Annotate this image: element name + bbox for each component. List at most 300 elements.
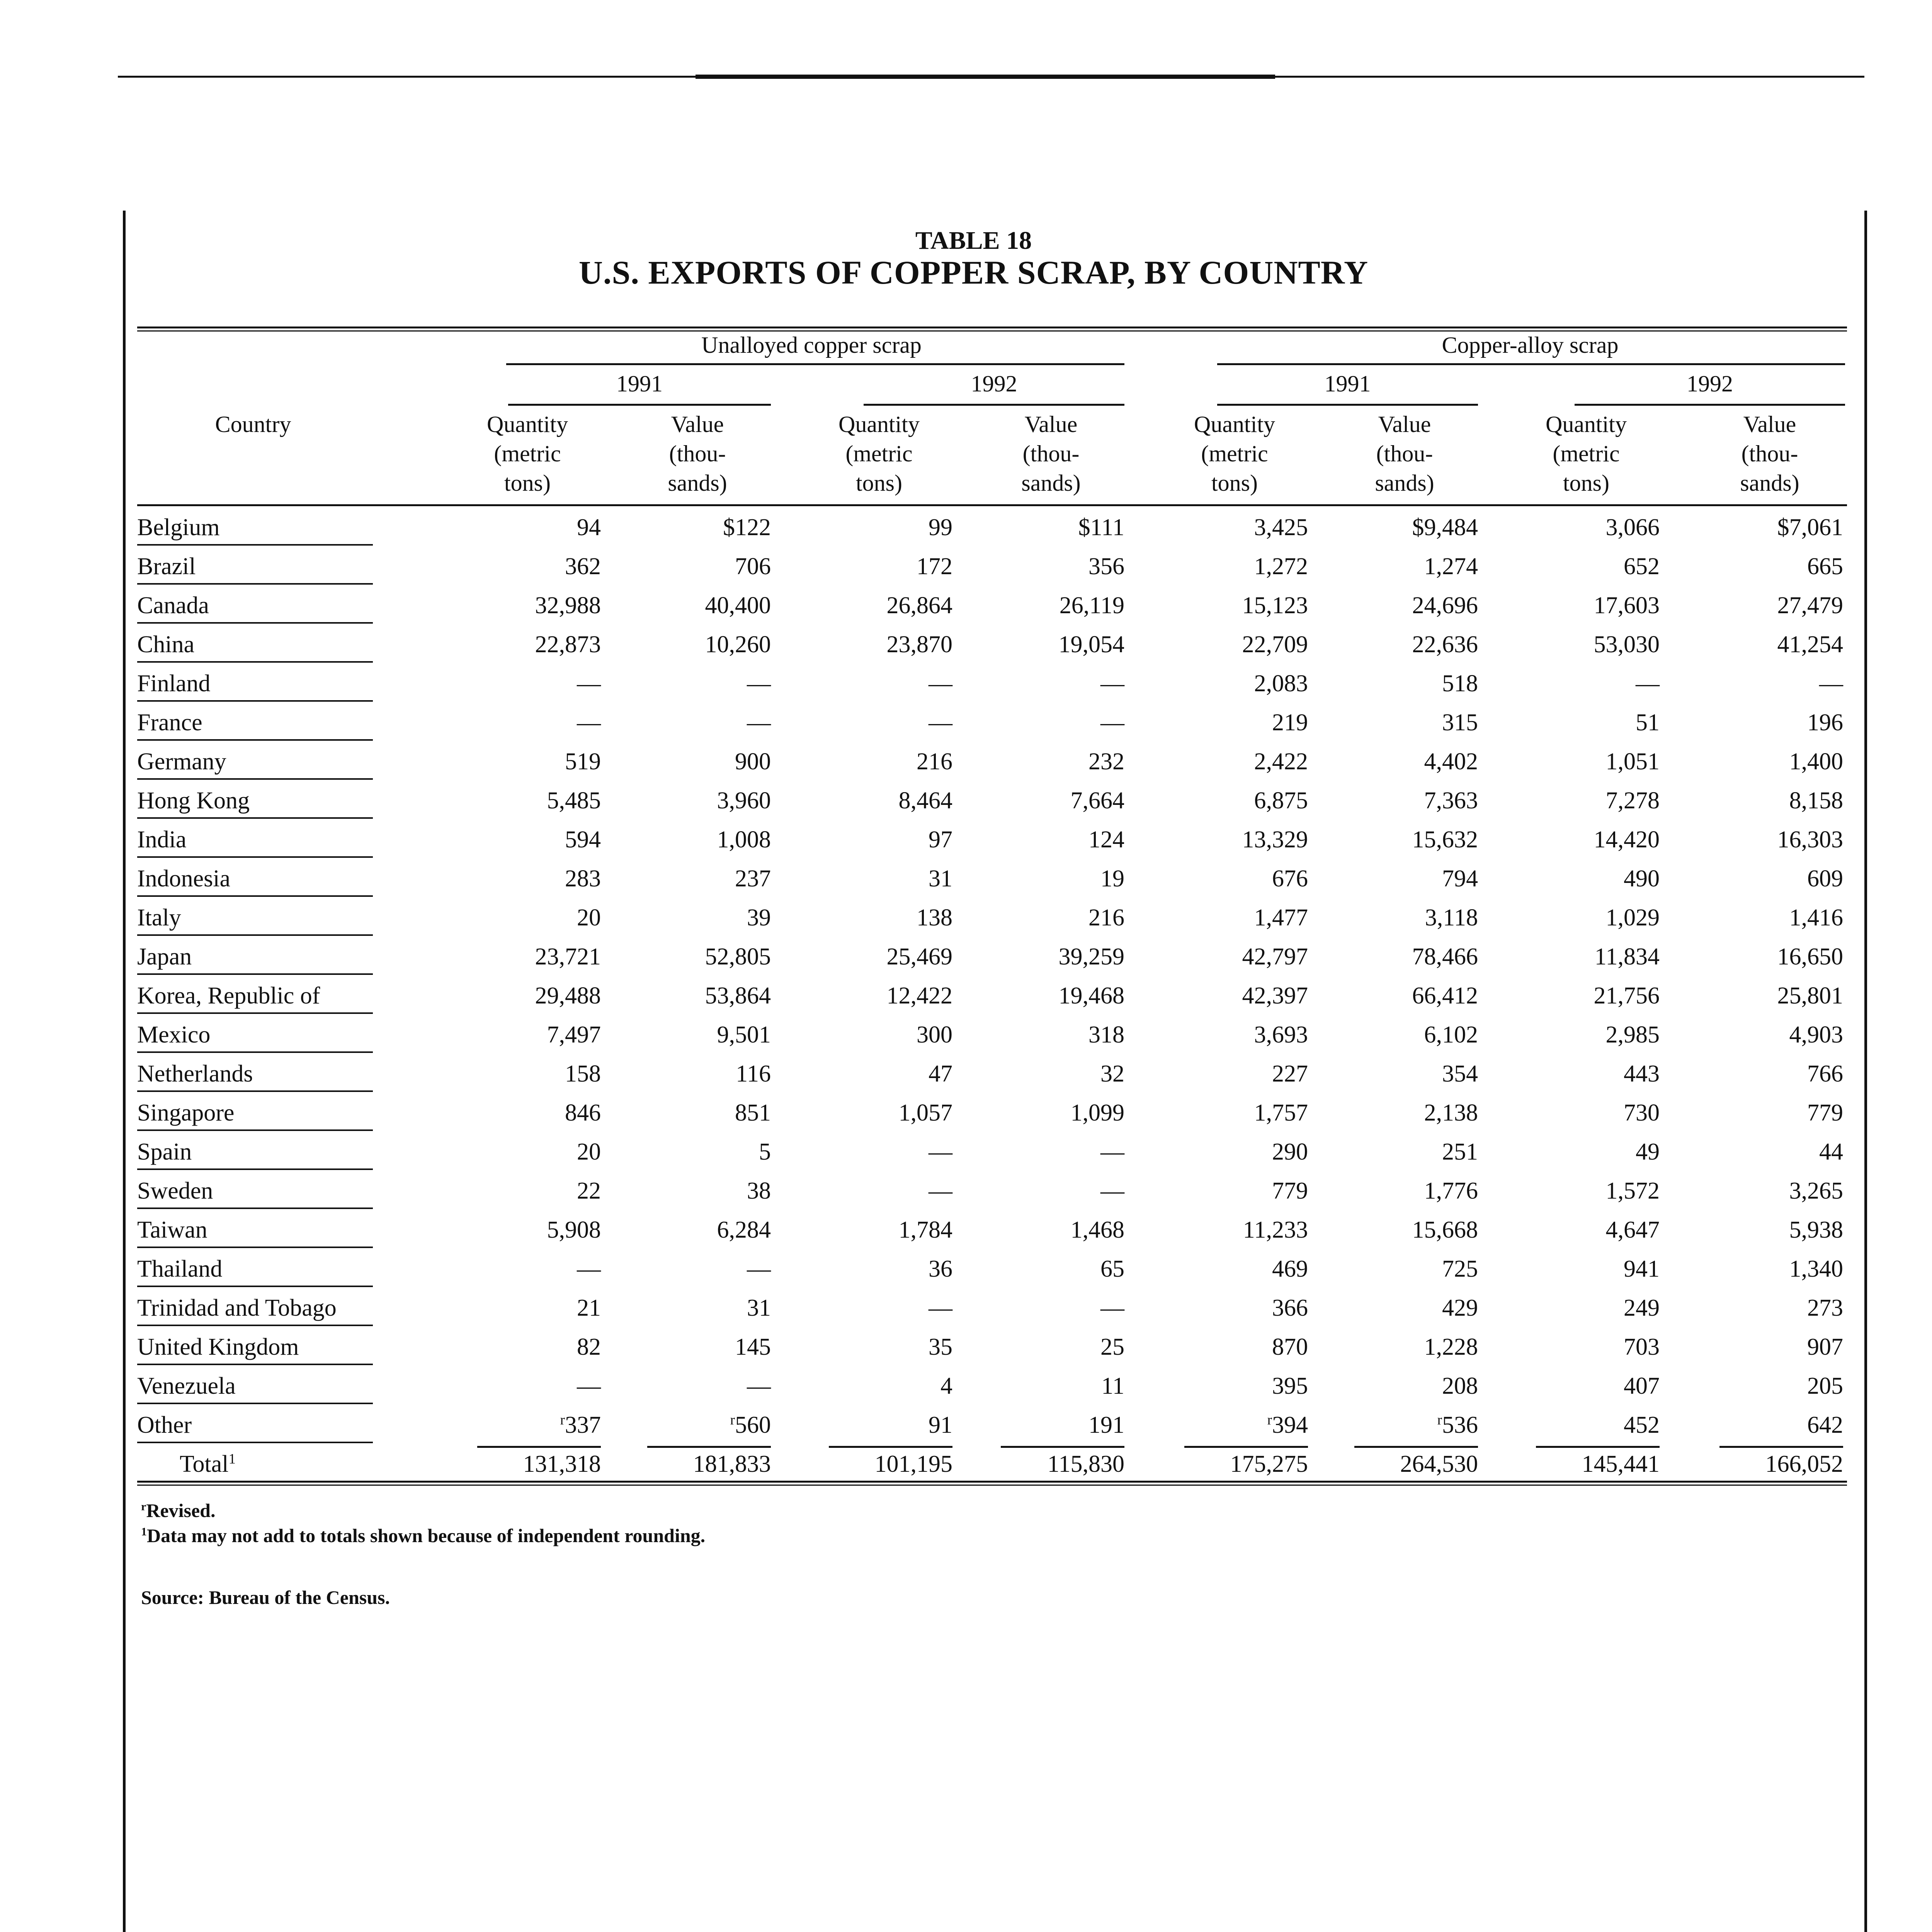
year-rule-3: [1217, 404, 1478, 406]
table-cell: 216: [1088, 905, 1124, 931]
row-underline: [137, 700, 373, 702]
total-label: Total$^1$: [180, 1451, 236, 1477]
table-cell: 5,938: [1789, 1217, 1843, 1243]
row-underline: [137, 1168, 373, 1170]
group-header-alloy: Copper-alloy scrap: [1442, 332, 1619, 358]
table-cell: 900: [735, 748, 771, 775]
total-cell: 175,275: [1230, 1451, 1308, 1477]
table-cell: $7,061: [1777, 514, 1843, 541]
table-cell: 41,254: [1777, 631, 1843, 658]
country-name: Mexico: [137, 1022, 211, 1048]
table-cell: 1,776: [1424, 1178, 1478, 1204]
year-header-1: 1991: [616, 371, 663, 396]
table-cell: $^r$536: [1437, 1412, 1478, 1438]
table-cell: 362: [565, 553, 601, 580]
total-cell: 264,530: [1400, 1451, 1478, 1477]
table-cell: 8,464: [898, 787, 952, 814]
country-name: Netherlands: [137, 1061, 253, 1087]
table-cell: 870: [1272, 1334, 1308, 1360]
table-cell: 5,485: [547, 787, 601, 814]
table-cell: 219: [1272, 709, 1308, 736]
column-header-line: Value: [671, 412, 724, 437]
table-cell: 172: [917, 553, 952, 580]
footnote-rounding: $^1$Data may not add to totals shown because of independent rounding.: [141, 1525, 706, 1546]
country-name: Thailand: [137, 1256, 223, 1282]
row-underline: [137, 1325, 373, 1326]
table-cell: 609: [1807, 866, 1843, 892]
table-cell: $^r$337: [560, 1412, 601, 1438]
table-cell: —: [929, 709, 952, 736]
group-header-unalloyed: Unalloyed copper scrap: [701, 332, 922, 358]
table-cell: 594: [565, 827, 601, 853]
table-cell: 11,233: [1243, 1217, 1308, 1243]
column-header-line: (metric: [1201, 441, 1268, 466]
table-cell: $^r$394: [1267, 1412, 1308, 1438]
table-cell: —: [929, 1139, 952, 1165]
table-cell: 16,303: [1777, 827, 1843, 853]
table-cell: 2,138: [1424, 1100, 1478, 1126]
year-header-4: 1992: [1687, 371, 1733, 396]
column-header-line: (metric: [494, 441, 561, 466]
row-underline: [137, 583, 373, 585]
column-header-line: Quantity: [1194, 412, 1275, 437]
table-cell: 31: [747, 1295, 771, 1321]
table-cell: 642: [1807, 1412, 1843, 1438]
table-cell: 3,066: [1605, 514, 1660, 541]
table-cell: 158: [565, 1061, 601, 1087]
table-cell: 191: [1088, 1412, 1124, 1438]
table-cell: 725: [1442, 1256, 1478, 1282]
table-cell: 25: [1100, 1334, 1124, 1360]
table-cell: $9,484: [1412, 514, 1478, 541]
table-cell: 1,477: [1254, 905, 1308, 931]
table-cell: 730: [1624, 1100, 1660, 1126]
year-header-3: 1991: [1324, 371, 1371, 396]
table-cell: 21,756: [1594, 983, 1660, 1009]
table-cell: 20: [577, 905, 601, 931]
country-name: Trinidad and Tobago: [137, 1295, 337, 1321]
table-top-rule: [137, 327, 1847, 328]
table-cell: 82: [577, 1334, 601, 1360]
country-name: Hong Kong: [137, 787, 250, 814]
country-name: France: [137, 709, 202, 736]
table-cell: 318: [1088, 1022, 1124, 1048]
country-name: Spain: [137, 1139, 192, 1165]
row-underline: [137, 1247, 373, 1248]
header-bottom-rule: [137, 504, 1847, 506]
table-cell: 22,873: [535, 631, 601, 658]
table-cell: —: [929, 670, 952, 697]
table-cell: —: [1100, 1295, 1124, 1321]
row-underline: [137, 895, 373, 897]
country-name: Brazil: [137, 553, 196, 580]
top-rule-thick: [696, 75, 1275, 79]
table-cell: 429: [1442, 1295, 1478, 1321]
source-note: Source: Bureau of the Census.: [141, 1587, 390, 1608]
row-underline: [137, 661, 373, 663]
table-cell: 22,709: [1242, 631, 1308, 658]
table-cell: 490: [1624, 866, 1660, 892]
table-cell: 53,030: [1594, 631, 1660, 658]
row-underline: [137, 739, 373, 741]
country-header: Country: [215, 412, 291, 437]
row-underline: [137, 1090, 373, 1092]
table-cell: 395: [1272, 1373, 1308, 1399]
right-margin-line: [1864, 211, 1867, 1932]
table-cell: 300: [917, 1022, 952, 1048]
column-header-line: Quantity: [487, 412, 568, 437]
table-cell: 53,864: [705, 983, 771, 1009]
table-cell: 1,272: [1254, 553, 1308, 580]
table-cell: 13,329: [1242, 827, 1308, 853]
table-bottom-rule: [137, 1481, 1847, 1483]
table-cell: —: [747, 1373, 771, 1399]
total-rule: [1001, 1446, 1124, 1448]
table-cell: 91: [929, 1412, 952, 1438]
table-cell: 518: [1442, 670, 1478, 697]
country-name: Korea, Republic of: [137, 983, 320, 1009]
table-cell: 779: [1272, 1178, 1308, 1204]
table-cell: 3,118: [1425, 905, 1478, 931]
row-underline: [137, 1286, 373, 1287]
row-underline: [137, 1012, 373, 1014]
table-cell: 1,029: [1605, 905, 1660, 931]
table-cell: —: [1636, 670, 1660, 697]
column-header-line: (thou-: [669, 441, 726, 466]
country-name: Other: [137, 1412, 192, 1438]
table-cell: 26,864: [886, 592, 952, 619]
row-underline: [137, 973, 373, 975]
table-cell: 22: [577, 1178, 601, 1204]
table-cell: 4: [940, 1373, 952, 1399]
column-header-line: sands): [1375, 470, 1434, 496]
total-rule: [477, 1446, 601, 1448]
table-cell: 6,875: [1254, 787, 1308, 814]
table-cell: 4,402: [1424, 748, 1478, 775]
table-cell: 4,647: [1605, 1217, 1660, 1243]
table-cell: 25,469: [886, 944, 952, 970]
row-underline: [137, 778, 373, 780]
table-cell: 706: [735, 553, 771, 580]
total-cell: 145,441: [1582, 1451, 1660, 1477]
total-rule: [647, 1446, 771, 1448]
table-title: U.S. EXPORTS OF COPPER SCRAP, BY COUNTRY: [578, 254, 1369, 291]
column-header-1: [454, 410, 601, 498]
row-underline: [137, 1442, 373, 1443]
country-name: Belgium: [137, 514, 220, 541]
table-cell: 237: [735, 866, 771, 892]
table-cell: —: [747, 709, 771, 736]
column-header-2: [624, 410, 771, 498]
column-header-line: sands): [668, 470, 727, 496]
table-cell: 32,988: [535, 592, 601, 619]
table-cell: 35: [929, 1334, 952, 1360]
table-cell: 1,099: [1070, 1100, 1124, 1126]
column-header-3: [806, 410, 952, 498]
table-cell: 354: [1442, 1061, 1478, 1087]
table-cell: 227: [1272, 1061, 1308, 1087]
row-underline: [137, 1364, 373, 1365]
table-cell: 766: [1807, 1061, 1843, 1087]
table-cell: 6,284: [717, 1217, 771, 1243]
total-rule: [1354, 1446, 1478, 1448]
table-cell: 15,632: [1412, 827, 1478, 853]
table-cell: 452: [1624, 1412, 1660, 1438]
country-name: United Kingdom: [137, 1334, 299, 1360]
table-cell: 1,228: [1424, 1334, 1478, 1360]
table-cell: 941: [1624, 1256, 1660, 1282]
table-cell: 1,400: [1789, 748, 1843, 775]
table-cell: 208: [1442, 1373, 1478, 1399]
table-cell: 205: [1807, 1373, 1843, 1399]
table-cell: 23,870: [886, 631, 952, 658]
country-name: Germany: [137, 748, 226, 775]
table-cell: 47: [929, 1061, 952, 1087]
table-cell: 2,083: [1254, 670, 1308, 697]
table-cell: 6,102: [1424, 1022, 1478, 1048]
table-cell: 196: [1807, 709, 1843, 736]
table-cell: 315: [1442, 709, 1478, 736]
table-cell: 27,479: [1777, 592, 1843, 619]
table-cell: 21: [577, 1295, 601, 1321]
table-cell: —: [929, 1295, 952, 1321]
table-cell: 779: [1807, 1100, 1843, 1126]
table-cell: 469: [1272, 1256, 1308, 1282]
table-cell: 665: [1807, 553, 1843, 580]
table-cell: —: [1100, 709, 1124, 736]
table-cell: 145: [735, 1334, 771, 1360]
table-label: TABLE 18: [915, 226, 1032, 255]
row-underline: [137, 1051, 373, 1053]
table-cell: 36: [929, 1256, 952, 1282]
left-margin-line: [123, 211, 126, 1932]
column-header-line: tons): [856, 470, 902, 496]
table-cell: 3,265: [1789, 1178, 1843, 1204]
table-cell: 42,397: [1242, 983, 1308, 1009]
table-cell: 11,834: [1594, 944, 1660, 970]
table-cell: —: [1100, 670, 1124, 697]
table-cell: 52,805: [705, 944, 771, 970]
table-cell: 32: [1100, 1061, 1124, 1087]
total-rule: [829, 1446, 952, 1448]
table-cell: 124: [1088, 827, 1124, 853]
column-header-line: Quantity: [838, 412, 920, 437]
country-name: Italy: [137, 905, 181, 931]
table-cell: 39,259: [1058, 944, 1124, 970]
total-cell: 131,318: [523, 1451, 601, 1477]
table-cell: 15,668: [1412, 1217, 1478, 1243]
country-name: Japan: [137, 944, 192, 970]
table-cell: 7,664: [1070, 787, 1124, 814]
table-cell: 1,340: [1789, 1256, 1843, 1282]
table-cell: 5: [759, 1139, 771, 1165]
table-cell: 51: [1636, 709, 1660, 736]
country-name: Venezuela: [137, 1373, 236, 1399]
table-cell: —: [577, 670, 601, 697]
table-cell: 1,784: [898, 1217, 952, 1243]
table-cell: 1,008: [717, 827, 771, 853]
table-cell: —: [1100, 1178, 1124, 1204]
table-cell: 22,636: [1412, 631, 1478, 658]
country-name: Taiwan: [137, 1217, 207, 1243]
table-cell: 249: [1624, 1295, 1660, 1321]
table-cell: 290: [1272, 1139, 1308, 1165]
table-cell: 851: [735, 1100, 771, 1126]
table-cell: 116: [736, 1061, 771, 1087]
total-rule: [1184, 1446, 1308, 1448]
table-cell: 2,422: [1254, 748, 1308, 775]
table-cell: 19,468: [1058, 983, 1124, 1009]
country-name: Finland: [137, 670, 211, 697]
column-header-line: Value: [1378, 412, 1431, 437]
table-cell: 794: [1442, 866, 1478, 892]
table-cell: 652: [1624, 553, 1660, 580]
table-cell: 11: [1101, 1373, 1124, 1399]
table-cell: 3,960: [717, 787, 771, 814]
column-header-line: (metric: [845, 441, 913, 466]
table-cell: 94: [577, 514, 601, 541]
table-cell: 78,466: [1412, 944, 1478, 970]
table-cell: 38: [747, 1178, 771, 1204]
row-underline: [137, 817, 373, 819]
table-cell: —: [1100, 1139, 1124, 1165]
table-cell: 14,420: [1594, 827, 1660, 853]
table-cell: 1,274: [1424, 553, 1478, 580]
total-cell: 101,195: [874, 1451, 952, 1477]
table-cell: 2,985: [1605, 1022, 1660, 1048]
country-name: Canada: [137, 592, 209, 619]
footnote-revised: $^r$Revised.: [141, 1500, 216, 1521]
total-cell: 166,052: [1765, 1451, 1843, 1477]
column-header-line: sands): [1021, 470, 1081, 496]
table-cell: $^r$560: [730, 1412, 771, 1438]
table-cell: 519: [565, 748, 601, 775]
table-cell: 407: [1624, 1373, 1660, 1399]
table-cell: 20: [577, 1139, 601, 1165]
row-underline: [137, 544, 373, 546]
group-rule-alloy: [1217, 363, 1845, 365]
table-cell: 97: [929, 827, 952, 853]
table-cell: 24,696: [1412, 592, 1478, 619]
total-cell: 181,833: [693, 1451, 771, 1477]
year-header-2: 1992: [971, 371, 1017, 396]
table-cell: 907: [1807, 1334, 1843, 1360]
table-cell: —: [577, 1373, 601, 1399]
table-cell: $122: [723, 514, 771, 541]
table-cell: 1,572: [1605, 1178, 1660, 1204]
column-header-line: tons): [504, 470, 551, 496]
table-cell: 9,501: [717, 1022, 771, 1048]
column-header-4: [978, 410, 1124, 498]
column-header-line: (thou-: [1376, 441, 1433, 466]
table-cell: 1,468: [1070, 1217, 1124, 1243]
group-rule-unalloyed: [506, 363, 1124, 365]
country-name: Sweden: [137, 1178, 213, 1204]
country-name: China: [137, 631, 195, 658]
table-cell: 7,278: [1605, 787, 1660, 814]
row-underline: [137, 934, 373, 936]
column-header-line: (thou-: [1741, 441, 1798, 466]
table-cell: 7,497: [547, 1022, 601, 1048]
column-header-8: [1696, 410, 1843, 498]
column-header-line: tons): [1211, 470, 1258, 496]
table-cell: 356: [1088, 553, 1124, 580]
table-cell: 138: [917, 905, 952, 931]
table-cell: 10,260: [705, 631, 771, 658]
table-cell: 26,119: [1059, 592, 1124, 619]
table-cell: 23,721: [535, 944, 601, 970]
table-cell: 7,363: [1424, 787, 1478, 814]
year-rule-1: [508, 404, 771, 406]
column-header-6: [1331, 410, 1478, 498]
table-cell: 1,757: [1254, 1100, 1308, 1126]
row-underline: [137, 856, 373, 858]
table-cell: 66,412: [1412, 983, 1478, 1009]
table-cell: 39: [747, 905, 771, 931]
table-cell: 8,158: [1789, 787, 1843, 814]
country-name: Singapore: [137, 1100, 235, 1126]
row-underline: [137, 622, 373, 624]
table-cell: —: [747, 1256, 771, 1282]
country-name: India: [137, 827, 187, 853]
table-cell: 49: [1636, 1139, 1660, 1165]
table-cell: 1,057: [898, 1100, 952, 1126]
country-name: Indonesia: [137, 866, 231, 892]
total-cell: 115,830: [1047, 1451, 1124, 1477]
table-cell: 44: [1819, 1139, 1843, 1165]
table-cell: —: [577, 709, 601, 736]
table-cell: —: [929, 1178, 952, 1204]
year-rule-4: [1575, 404, 1845, 406]
row-underline: [137, 1129, 373, 1131]
table-cell: 19: [1100, 866, 1124, 892]
table-cell: —: [1819, 670, 1843, 697]
table-cell: —: [577, 1256, 601, 1282]
table-cell: 703: [1624, 1334, 1660, 1360]
table-cell: 443: [1624, 1061, 1660, 1087]
table-cell: 3,693: [1254, 1022, 1308, 1048]
table-cell: 232: [1088, 748, 1124, 775]
table-cell: 283: [565, 866, 601, 892]
row-underline: [137, 1208, 373, 1209]
table-cell: 40,400: [705, 592, 771, 619]
table-cell: 5,908: [547, 1217, 601, 1243]
table-cell: 19,054: [1058, 631, 1124, 658]
table-cell: 4,903: [1789, 1022, 1843, 1048]
table-cell: 273: [1807, 1295, 1843, 1321]
column-header-5: [1161, 410, 1308, 498]
table-cell: 1,416: [1789, 905, 1843, 931]
column-header-line: (metric: [1553, 441, 1620, 466]
table-cell: 1,051: [1605, 748, 1660, 775]
table-cell: —: [747, 670, 771, 697]
table-cell: 99: [929, 514, 952, 541]
table-cell: 16,650: [1777, 944, 1843, 970]
table-cell: 25,801: [1777, 983, 1843, 1009]
table-bottom-rule-2: [137, 1485, 1847, 1486]
table-cell: 65: [1100, 1256, 1124, 1282]
column-header-line: Quantity: [1546, 412, 1627, 437]
year-rule-2: [864, 404, 1124, 406]
column-header-line: Value: [1024, 412, 1078, 437]
table-cell: 31: [929, 866, 952, 892]
table-cell: 846: [565, 1100, 601, 1126]
total-rule: [1719, 1446, 1843, 1448]
column-header-line: tons): [1563, 470, 1609, 496]
column-header-line: Value: [1743, 412, 1796, 437]
table-cell: 29,488: [535, 983, 601, 1009]
row-underline: [137, 1403, 373, 1404]
